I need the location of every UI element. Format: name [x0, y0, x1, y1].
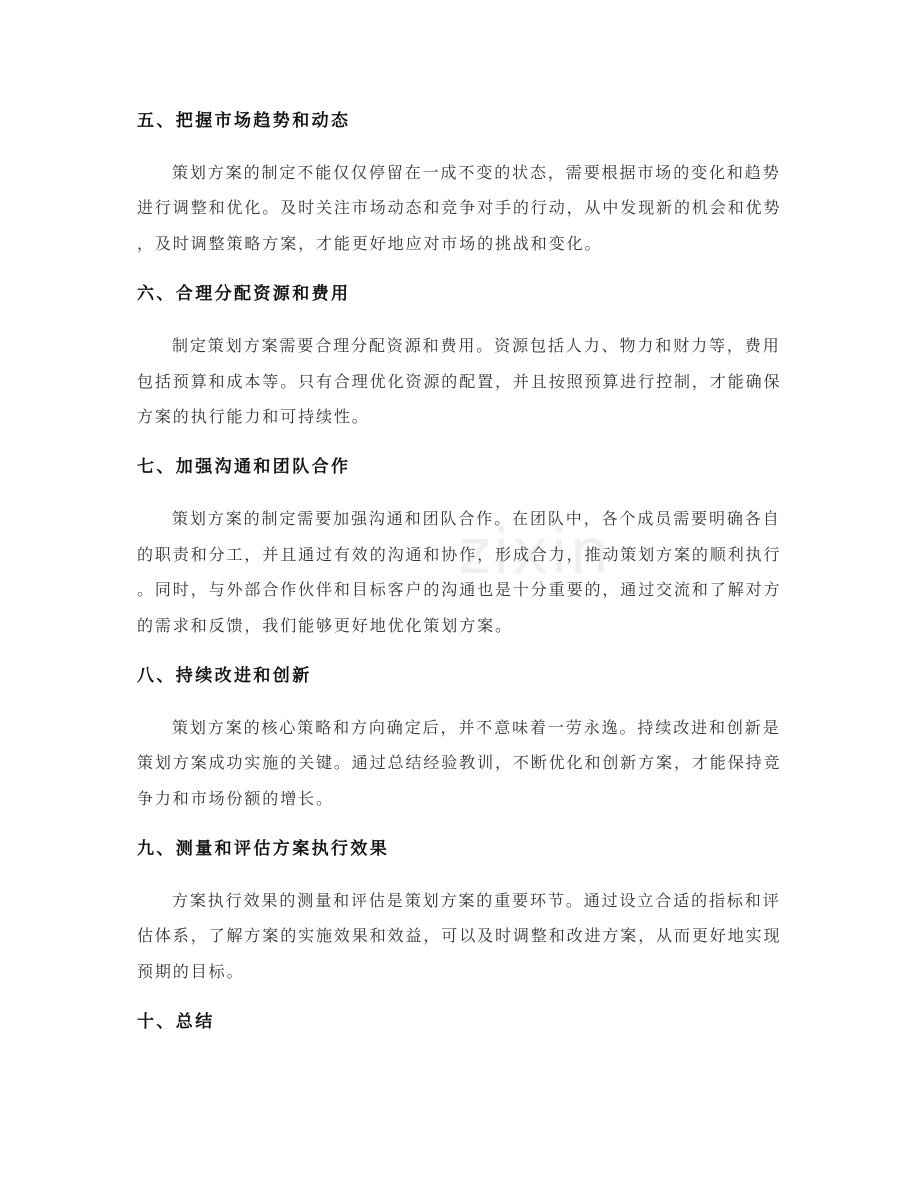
paragraph-line: 进行调整和优化。及时关注市场动态和竞争对手的行动，从中发现新的机会和优势	[137, 198, 782, 218]
section-paragraph	[137, 710, 797, 816]
document-content	[137, 104, 797, 1056]
paragraph-line: 的需求和反馈，我们能够更好地优化策划方案。	[137, 615, 513, 635]
section-communication-teamwork	[137, 450, 797, 643]
section-heading: 十、总结	[137, 1012, 215, 1033]
section-paragraph	[137, 155, 797, 261]
paragraph-line: 制定策划方案需要合理分配资源和费用。资源包括人力、物力和财力等，费用	[172, 336, 781, 356]
paragraph-line: 估体系，了解方案的实施效果和效益，可以及时调整和改进方案，从而更好地实现	[137, 926, 782, 946]
paragraph-line: 争力和市场份额的增长。	[137, 788, 334, 808]
section-paragraph	[137, 501, 797, 643]
paragraph-line: 预期的目标。	[137, 961, 245, 981]
paragraph-line: 方案执行效果的测量和评估是策划方案的重要环节。通过设立合适的指标和评	[172, 891, 781, 911]
section-heading: 八、持续改进和创新	[137, 665, 312, 686]
section-market-trends	[137, 104, 797, 261]
paragraph-line: 包括预算和成本等。只有合理优化资源的配置，并且按照预算进行控制，才能确保	[137, 371, 782, 391]
section-heading: 五、把握市场趋势和动态	[137, 111, 351, 131]
section-measurement-evaluation	[137, 832, 797, 989]
paragraph-line: 策划方案成功实施的关键。通过总结经验教训，不断优化和创新方案，才能保持竞	[137, 753, 782, 773]
section-heading: 六、合理分配资源和费用	[137, 284, 351, 305]
section-heading: 七、加强沟通和团队合作	[137, 457, 351, 478]
section-continuous-improvement	[137, 659, 797, 816]
paragraph-line: 。同时，与外部合作伙伴和目标客户的沟通也是十分重要的，通过交流和了解对方	[137, 580, 782, 600]
section-paragraph	[137, 328, 797, 434]
section-paragraph	[137, 883, 797, 989]
paragraph-line: ，及时调整策略方案，才能更好地应对市场的挑战和变化。	[137, 233, 603, 253]
paragraph-line: 方案的执行能力和可持续性。	[137, 406, 370, 426]
section-heading: 九、测量和评估方案执行效果	[137, 839, 390, 860]
paragraph-line: 的职责和分工，并且通过有效的沟通和协作，形成合力，推动策划方案的顺利执行	[137, 544, 782, 564]
paragraph-line: 策划方案的制定不能仅仅停留在一成不变的状态，需要根据市场的变化和趋势	[172, 163, 781, 182]
paragraph-line: 策划方案的制定需要加强沟通和团队合作。在团队中，各个成员需要明确各自	[172, 509, 781, 529]
section-resource-allocation	[137, 277, 797, 434]
section-summary	[137, 1005, 797, 1040]
paragraph-line: 策划方案的核心策略和方向确定后，并不意味着一劳永逸。持续改进和创新是	[172, 717, 781, 737]
watermark: zixin	[458, 515, 611, 588]
